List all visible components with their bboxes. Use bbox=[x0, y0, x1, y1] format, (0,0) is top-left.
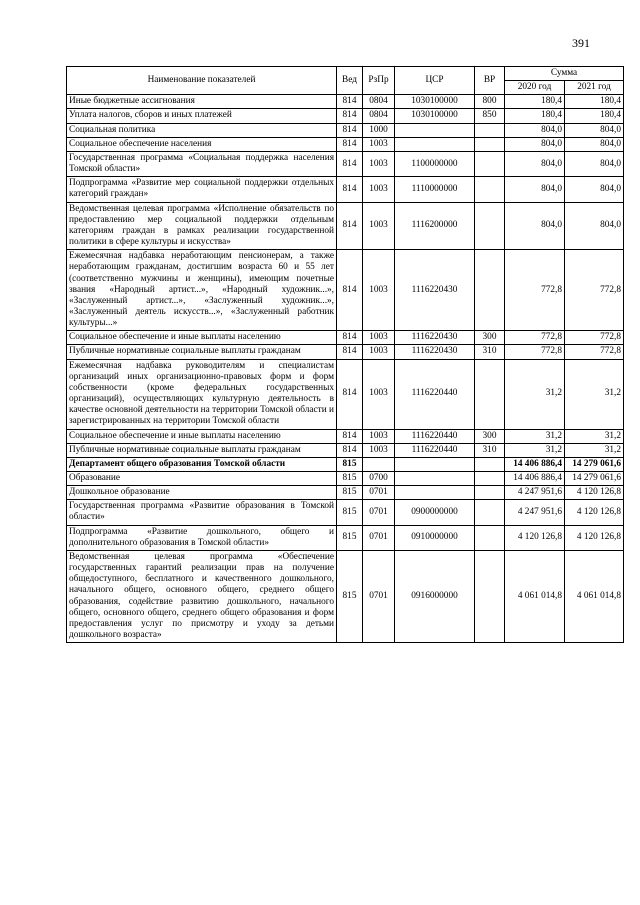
cell-rzpr: 0701 bbox=[363, 550, 395, 642]
col-vr-header: ВР bbox=[475, 67, 505, 95]
cell-vr bbox=[475, 250, 505, 331]
cell-name: Публичные нормативные социальные выплаты гражданам bbox=[67, 443, 337, 457]
cell-name: Ведомственная целевая программа «Исполнение обязательств по предоставлению мер социальной поддержки отдельным категориям граждан в рамках реализации государственной политики в сфере культуры и искусства» bbox=[67, 202, 337, 250]
cell-2020: 4 120 126,8 bbox=[505, 525, 565, 550]
cell-vr bbox=[475, 151, 505, 176]
cell-rzpr: 0701 bbox=[363, 486, 395, 500]
cell-2021: 804,0 bbox=[565, 202, 624, 250]
col-ved-header: Вед bbox=[337, 67, 363, 95]
cell-rzpr: 1003 bbox=[363, 151, 395, 176]
cell-rzpr: 1003 bbox=[363, 177, 395, 202]
cell-csr: 1100000000 bbox=[395, 151, 475, 176]
table-row bbox=[67, 123, 624, 137]
cell-csr: 1116220430 bbox=[395, 331, 475, 345]
cell-rzpr: 1003 bbox=[363, 429, 395, 443]
table-row bbox=[67, 250, 624, 331]
cell-rzpr bbox=[363, 457, 395, 471]
cell-vr bbox=[475, 177, 505, 202]
cell-ved: 815 bbox=[337, 457, 363, 471]
cell-rzpr: 0700 bbox=[363, 472, 395, 486]
table-row bbox=[67, 500, 624, 525]
cell-name: Социальное обеспечение населения bbox=[67, 137, 337, 151]
cell-name: Иные бюджетные ассигнования bbox=[67, 95, 337, 109]
cell-rzpr: 1003 bbox=[363, 359, 395, 429]
cell-csr: 1116220430 bbox=[395, 345, 475, 359]
cell-csr: 1030100000 bbox=[395, 109, 475, 123]
cell-name: Ежемесячная надбавка неработающим пенсионерам, а также неработающим гражданам, достигшим возраста 60 и 55 лет (соответственно мужчины и женщины), имеющим почетные звания «Народный артист...», «Народный художник...», «Заслуженный артист...», «Заслуженный художник...», «Заслуженный деятель искусств...», «Заслуженный работник культуры...» bbox=[67, 250, 337, 331]
cell-ved: 815 bbox=[337, 486, 363, 500]
cell-name: Подпрограмма «Развитие дошкольного, общего и дополнительного образования в Томской области» bbox=[67, 525, 337, 550]
cell-ved: 814 bbox=[337, 443, 363, 457]
cell-2020: 14 406 886,4 bbox=[505, 472, 565, 486]
cell-vr: 300 bbox=[475, 429, 505, 443]
cell-2020: 4 247 951,6 bbox=[505, 486, 565, 500]
cell-name: Подпрограмма «Развитие мер социальной поддержки отдельных категорий граждан» bbox=[67, 177, 337, 202]
cell-2021: 4 061 014,8 bbox=[565, 550, 624, 642]
cell-vr bbox=[475, 500, 505, 525]
col-rzpr-header: РзПр bbox=[363, 67, 395, 95]
cell-2021: 772,8 bbox=[565, 250, 624, 331]
cell-vr bbox=[475, 202, 505, 250]
cell-name: Дошкольное образование bbox=[67, 486, 337, 500]
table-row bbox=[67, 486, 624, 500]
cell-ved: 814 bbox=[337, 109, 363, 123]
cell-vr bbox=[475, 550, 505, 642]
cell-rzpr: 1003 bbox=[363, 345, 395, 359]
table-row bbox=[67, 137, 624, 151]
cell-csr: 1116220440 bbox=[395, 359, 475, 429]
cell-vr bbox=[475, 472, 505, 486]
cell-ved: 814 bbox=[337, 151, 363, 176]
cell-ved: 815 bbox=[337, 472, 363, 486]
cell-csr: 1116220440 bbox=[395, 429, 475, 443]
cell-2021: 4 120 126,8 bbox=[565, 500, 624, 525]
table-row bbox=[67, 109, 624, 123]
table-row bbox=[67, 331, 624, 345]
cell-ved: 815 bbox=[337, 525, 363, 550]
table-row bbox=[67, 443, 624, 457]
cell-2021: 180,4 bbox=[565, 95, 624, 109]
cell-vr bbox=[475, 457, 505, 471]
cell-csr: 0916000000 bbox=[395, 550, 475, 642]
cell-csr: 0910000000 bbox=[395, 525, 475, 550]
cell-2021: 772,8 bbox=[565, 345, 624, 359]
page-number: 391 bbox=[572, 36, 590, 50]
cell-name: Образование bbox=[67, 472, 337, 486]
cell-2021: 14 279 061,6 bbox=[565, 457, 624, 471]
cell-vr bbox=[475, 137, 505, 151]
cell-2020: 4 061 014,8 bbox=[505, 550, 565, 642]
cell-rzpr: 1000 bbox=[363, 123, 395, 137]
cell-2020: 804,0 bbox=[505, 177, 565, 202]
cell-csr: 1116220440 bbox=[395, 443, 475, 457]
col-2020-header: 2020 год bbox=[505, 81, 565, 95]
table-row bbox=[67, 550, 624, 642]
cell-2021: 31,2 bbox=[565, 359, 624, 429]
cell-2021: 804,0 bbox=[565, 137, 624, 151]
cell-csr bbox=[395, 486, 475, 500]
cell-csr: 1116220430 bbox=[395, 250, 475, 331]
cell-ved: 814 bbox=[337, 123, 363, 137]
cell-vr bbox=[475, 123, 505, 137]
cell-2020: 804,0 bbox=[505, 151, 565, 176]
cell-2021: 4 120 126,8 bbox=[565, 486, 624, 500]
cell-rzpr: 0804 bbox=[363, 95, 395, 109]
col-sum-header: Сумма bbox=[505, 67, 624, 81]
cell-vr: 310 bbox=[475, 345, 505, 359]
cell-2020: 4 247 951,6 bbox=[505, 500, 565, 525]
cell-2021: 804,0 bbox=[565, 151, 624, 176]
cell-2020: 14 406 886,4 bbox=[505, 457, 565, 471]
budget-table bbox=[66, 66, 624, 643]
cell-2021: 14 279 061,6 bbox=[565, 472, 624, 486]
cell-2020: 804,0 bbox=[505, 202, 565, 250]
header-row bbox=[67, 67, 624, 81]
cell-csr bbox=[395, 137, 475, 151]
cell-2020: 180,4 bbox=[505, 109, 565, 123]
cell-name: Уплата налогов, сборов и иных платежей bbox=[67, 109, 337, 123]
cell-rzpr: 0701 bbox=[363, 525, 395, 550]
cell-ved: 814 bbox=[337, 429, 363, 443]
table-row bbox=[67, 151, 624, 176]
cell-name: Социальная политика bbox=[67, 123, 337, 137]
cell-2021: 31,2 bbox=[565, 429, 624, 443]
table-row bbox=[67, 525, 624, 550]
cell-ved: 814 bbox=[337, 95, 363, 109]
cell-2020: 804,0 bbox=[505, 123, 565, 137]
cell-ved: 814 bbox=[337, 177, 363, 202]
table-row bbox=[67, 359, 624, 429]
cell-name: Социальное обеспечение и иные выплаты населению bbox=[67, 331, 337, 345]
col-2021-header: 2021 год bbox=[565, 81, 624, 95]
cell-rzpr: 1003 bbox=[363, 250, 395, 331]
cell-2021: 31,2 bbox=[565, 443, 624, 457]
cell-2021: 180,4 bbox=[565, 109, 624, 123]
cell-2020: 804,0 bbox=[505, 137, 565, 151]
cell-rzpr: 1003 bbox=[363, 137, 395, 151]
cell-vr bbox=[475, 486, 505, 500]
cell-vr bbox=[475, 359, 505, 429]
cell-2021: 804,0 bbox=[565, 177, 624, 202]
cell-rzpr: 0804 bbox=[363, 109, 395, 123]
table-row bbox=[67, 345, 624, 359]
cell-name: Ведомственная целевая программа «Обеспечение государственных гарантий реализации прав на получение общедоступного, бесплатного и качественного дошкольного, начального общего, основного общего, среднего общего образования, содействие развитию дошкольного, начального общего, основного общего, среднего общего образования и форм предоставления услуг по присмотру и уходу за детьми дошкольного возраста» bbox=[67, 550, 337, 642]
table-body bbox=[67, 95, 624, 643]
cell-vr bbox=[475, 525, 505, 550]
cell-name: Департамент общего образования Томской области bbox=[67, 457, 337, 471]
table-row bbox=[67, 457, 624, 471]
cell-2020: 772,8 bbox=[505, 331, 565, 345]
cell-2020: 31,2 bbox=[505, 359, 565, 429]
cell-rzpr: 1003 bbox=[363, 331, 395, 345]
cell-name: Государственная программа «Развитие образования в Томской области» bbox=[67, 500, 337, 525]
table-row bbox=[67, 429, 624, 443]
cell-2020: 31,2 bbox=[505, 429, 565, 443]
cell-vr: 850 bbox=[475, 109, 505, 123]
cell-csr bbox=[395, 123, 475, 137]
cell-name: Государственная программа «Социальная поддержка населения Томской области» bbox=[67, 151, 337, 176]
col-csr-header: ЦСР bbox=[395, 67, 475, 95]
cell-ved: 814 bbox=[337, 331, 363, 345]
cell-rzpr: 1003 bbox=[363, 443, 395, 457]
cell-csr: 0900000000 bbox=[395, 500, 475, 525]
cell-2020: 772,8 bbox=[505, 250, 565, 331]
cell-2021: 772,8 bbox=[565, 331, 624, 345]
table-row bbox=[67, 202, 624, 250]
cell-name: Социальное обеспечение и иные выплаты населению bbox=[67, 429, 337, 443]
cell-ved: 815 bbox=[337, 550, 363, 642]
cell-ved: 814 bbox=[337, 137, 363, 151]
cell-ved: 815 bbox=[337, 500, 363, 525]
col-name-header: Наименование показателей bbox=[67, 67, 337, 95]
cell-2021: 804,0 bbox=[565, 123, 624, 137]
cell-name: Ежемесячная надбавка руководителям и специалистам организаций иных организационно-правовых форм и форм собственности (кроме федеральных государственных организаций), осуществляющих культурную деятельность в качестве основной деятельности на территории Томской области и зарегистрированных на территории Томской области bbox=[67, 359, 337, 429]
cell-ved: 814 bbox=[337, 250, 363, 331]
cell-ved: 814 bbox=[337, 202, 363, 250]
cell-2020: 772,8 bbox=[505, 345, 565, 359]
cell-csr: 1116200000 bbox=[395, 202, 475, 250]
cell-vr: 300 bbox=[475, 331, 505, 345]
table-row bbox=[67, 95, 624, 109]
cell-rzpr: 0701 bbox=[363, 500, 395, 525]
table-row bbox=[67, 472, 624, 486]
cell-ved: 814 bbox=[337, 359, 363, 429]
cell-csr: 1110000000 bbox=[395, 177, 475, 202]
table-row bbox=[67, 177, 624, 202]
cell-2020: 180,4 bbox=[505, 95, 565, 109]
cell-ved: 814 bbox=[337, 345, 363, 359]
cell-csr: 1030100000 bbox=[395, 95, 475, 109]
cell-rzpr: 1003 bbox=[363, 202, 395, 250]
cell-2020: 31,2 bbox=[505, 443, 565, 457]
cell-2021: 4 120 126,8 bbox=[565, 525, 624, 550]
cell-vr: 310 bbox=[475, 443, 505, 457]
cell-vr: 800 bbox=[475, 95, 505, 109]
cell-csr bbox=[395, 472, 475, 486]
cell-name: Публичные нормативные социальные выплаты гражданам bbox=[67, 345, 337, 359]
cell-csr bbox=[395, 457, 475, 471]
